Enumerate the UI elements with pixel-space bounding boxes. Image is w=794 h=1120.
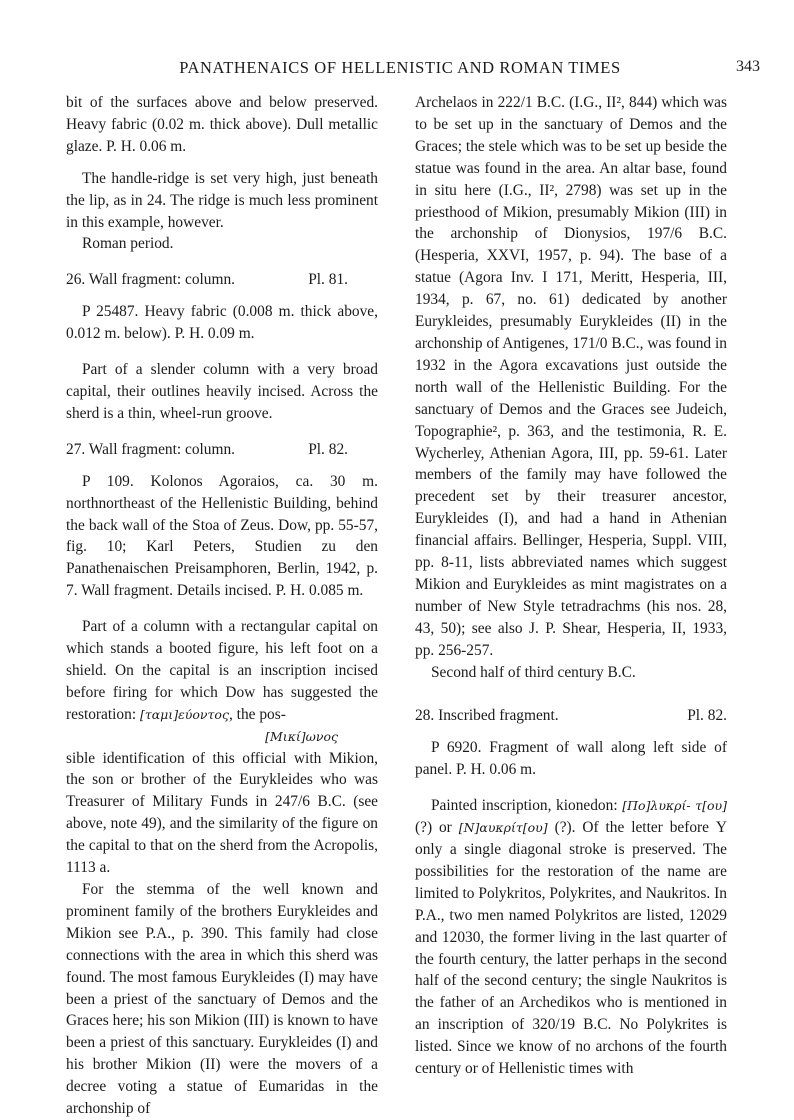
plate-ref: Pl. 82.	[308, 440, 348, 458]
entry-title: 26. Wall fragment: column.	[66, 271, 236, 289]
greek-inscription: [Μικί]ωνος	[265, 728, 338, 744]
running-head: PANATHENAICS OF HELLENISTIC AND ROMAN TIMES	[179, 58, 621, 77]
entry-description: P 109. Kolonos Agoraios, ca. 30 m. northnortheast of the Hellenistic Building, behind the back wall of the Stoa of Zeus. Dow, pp. 55-57, fig. 10; Karl Peters, Studien zu den Panathenaischen Preisamphoren, Berlin, 1942, p. 7. Wall fragment. Details incised. P. H. 0.085 m.	[66, 472, 378, 600]
paragraph: Second half of third century B.C.	[431, 663, 636, 681]
greek-line	[66, 726, 378, 748]
entry-title: 28. Inscribed fragment.	[415, 707, 559, 725]
greek-inscription: [Ν]αυκρίτ[ου]	[458, 820, 548, 836]
entry-description: P 6920. Fragment of wall along left side of panel. P. H. 0.06 m.	[415, 739, 727, 779]
text-run: , the pos-	[228, 705, 286, 723]
greek-inscription: [ταμι]εύοντος	[139, 706, 229, 722]
paragraph: The handle-ridge is set very high, just beneath the lip, as in 24. The ridge is much less prominent in this example, however.	[66, 169, 378, 231]
entry-heading-27	[66, 439, 378, 461]
right-column	[415, 92, 727, 1080]
text-run: (?) or	[415, 819, 452, 837]
paragraph: For the stemma of the well known and prominent family of the brothers Eurykleides and Mikion see P.A., p. 390. This family had close connections with the area in which this sherd was found. The most famous Eurykleides (I) may have been a priest of the sanctuary of Demos and the Graces here; his son Mikion (III) is known to have been a priest of this sanctuary. Eurykleides (I) and his brother Mikion (II) were the movers of a decree voting a statue of Eumaridas in the archonship of	[66, 881, 378, 1118]
left-column	[66, 92, 378, 1120]
page-header	[40, 58, 760, 82]
entry-heading-26	[66, 269, 378, 291]
entry-heading-28	[415, 705, 727, 727]
greek-inscription: [Πο]λυκρί-	[622, 798, 691, 814]
paragraph: bit of the surfaces above and below preserved. Heavy fabric (0.02 m. thick above). Dull metallic glaze. P. H. 0.06 m.	[66, 94, 378, 155]
text-run: Part of a column with a rectangular capital on which stands a booted figure, his left foot on a shield. On the capital is an inscription incised before firing for which Dow has suggested the restoration:	[66, 618, 378, 723]
text-run: (?). Of the letter before Υ only a single diagonal stroke is preserved. The possibilities for the restoration of the name are limited to Polykritos, Polykrites, and Naukritos. In P.A., two men named Polykritos are listed, 12029 and 12030, the former living in the last quarter of the fourth century, the latter perhaps in the second half of the second century; the single Naukritos is the father of an Archedikos who is mentioned in an inscription of 320/19 B.C. No Polykrites is listed. Since we know of no archons of the fourth century or of Hellenistic times with	[415, 819, 727, 1078]
paragraph: sible identification of this official with Mikion, the son or brother of the Eurykleides who was Treasurer of Military Funds in 247/6 B.C. (see above, note 49), and the similarity of the figure on the capital to that on the sherd from the Acropolis, 1113 a.	[66, 749, 378, 877]
paragraph: Roman period.	[82, 235, 174, 253]
paragraph	[66, 616, 378, 726]
paragraph: Part of a slender column with a very broad capital, their outlines heavily incised. Across the sherd is a thin, wheel-run groove.	[66, 361, 378, 422]
plate-ref: Pl. 82.	[687, 707, 727, 725]
paragraph	[415, 795, 727, 1080]
paragraph: Archelaos in 222/1 B.C. (I.G., II², 844) which was to be set up in the sanctuary of Demos and the Graces; the stele which was to be set up beside the statue was found in the area. An altar base, found in situ here (I.G., II², 2798) was set up in the priesthood of Mikion, presumably Mikion (III) in the archonship of Dionysios, 197/6 B.C. (Hesperia, XXVI, 1957, p. 94). The base of a statue (Agora Inv. I 171, Meritt, Hesperia, III, 1934, p. 67, no. 61) dedicated by another Eurykleides, presumably Eurykleides (II) in the archonship of Antigenes, 171/0 B.C., was found in 1932 in the Agora excavations just outside the north wall of the Hellenistic Building. For the sanctuary of Demos and the Graces see Judeich, Topographie², p. 363, and the testimonia, R. E. Wycherley, Athenian Agora, III, pp. 59-61. Later members of the family may have followed the precedent set by their treasurer ancestor, Eurykleides (I), and had a hand in Athenian financial affairs. Bellinger, Hesperia, Suppl. VIII, pp. 8-11, lists abbreviated names which suggest Mikion and Eurykleides as mint magistrates on a number of New Style tetradrachms (his nos. 28, 43, 50); see also J. P. Shear, Hesperia, II, 1933, pp. 256-257.	[415, 94, 727, 659]
greek-inscription: τ[ου]	[695, 798, 727, 814]
text-run: Painted inscription, kionedon:	[431, 797, 618, 815]
entry-title: 27. Wall fragment: column.	[66, 440, 236, 458]
page-number: 343	[736, 58, 760, 75]
plate-ref: Pl. 81.	[308, 271, 348, 289]
entry-description: P 25487. Heavy fabric (0.008 m. thick above, 0.012 m. below). P. H. 0.09 m.	[66, 303, 378, 343]
